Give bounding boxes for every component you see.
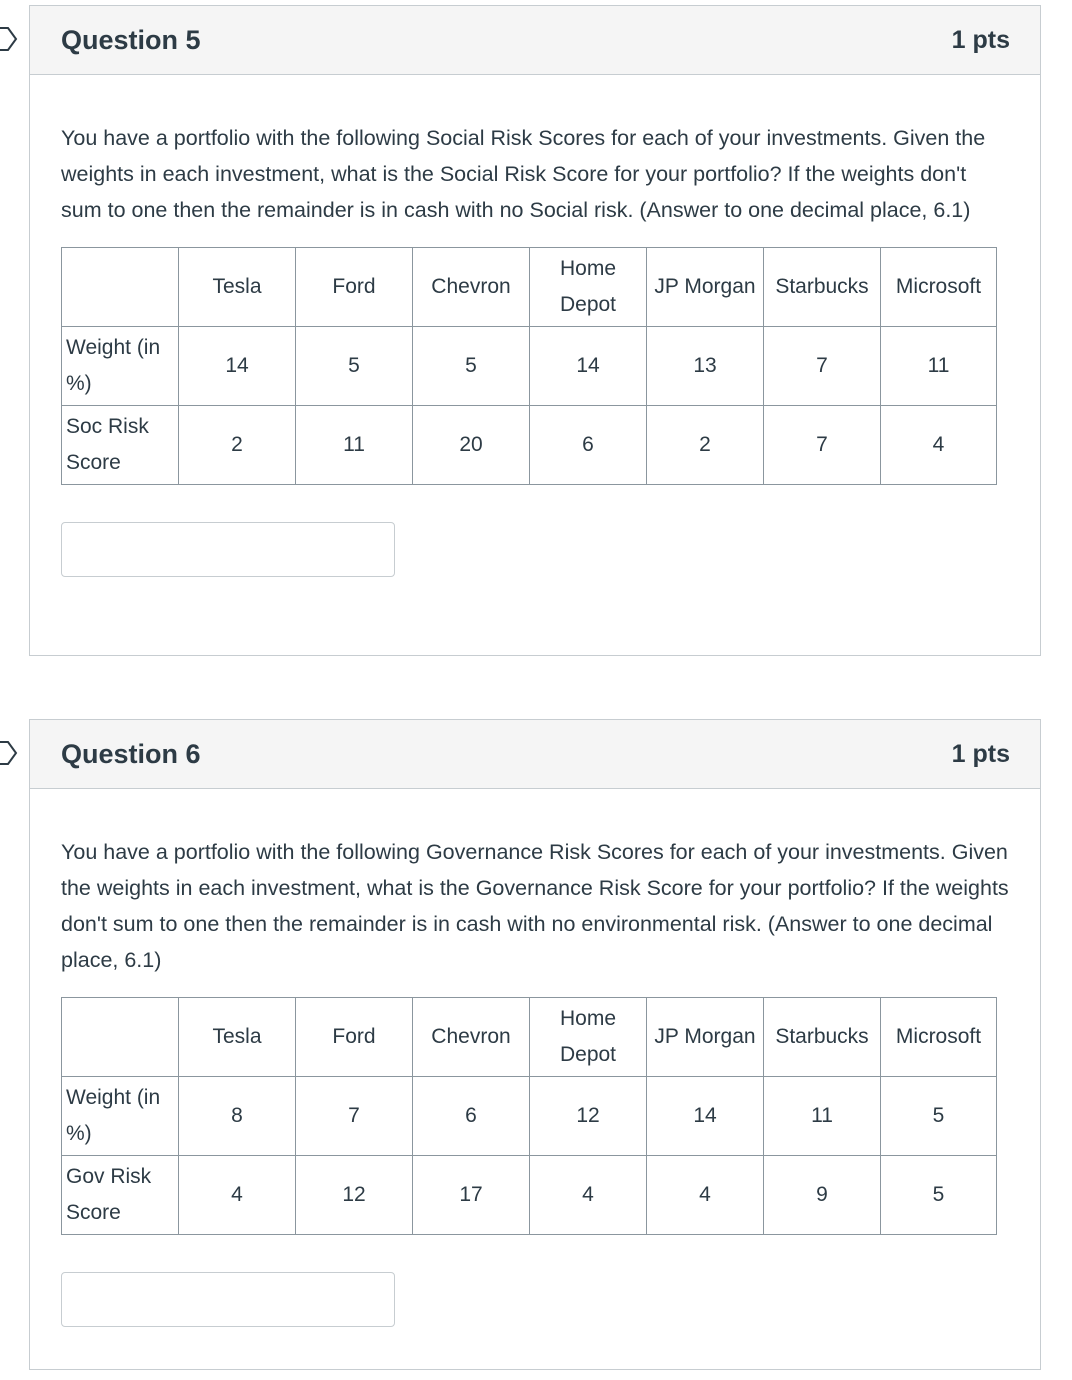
table-cell: 6 — [530, 406, 647, 485]
risk-table — [61, 247, 997, 485]
table-cell: 6 — [413, 1077, 530, 1156]
question-header — [30, 720, 1040, 789]
table-cell: 7 — [764, 406, 881, 485]
table-row — [62, 1156, 997, 1235]
table-header-cell: Ford — [296, 248, 413, 327]
table-cell: 4 — [881, 406, 997, 485]
table-cell: 2 — [647, 406, 764, 485]
question-points: 1 pts — [951, 25, 1010, 54]
row-label: Gov Risk Score — [62, 1156, 179, 1235]
table-header-cell: Microsoft — [881, 998, 997, 1077]
table-cell: 4 — [530, 1156, 647, 1235]
question-6 — [29, 719, 1041, 1370]
table-cell: 12 — [296, 1156, 413, 1235]
row-label: Weight (in %) — [62, 327, 179, 406]
question-text: You have a portfolio with the following Governance Risk Scores for each of your investments. Given the weights in each investment, what is the Governance Risk Score for your portfolio? If the weights don't sum to one then the remainder is in cash with no environmental risk. (Answer to one decimal place, 6.1) — [61, 840, 1009, 972]
table-row — [62, 406, 997, 485]
table-header-cell: Home Depot — [530, 248, 647, 327]
table-cell: 11 — [764, 1077, 881, 1156]
table-cell: 7 — [296, 1077, 413, 1156]
table-cell: 14 — [179, 327, 296, 406]
table-header-cell — [62, 998, 179, 1077]
table-cell: 14 — [530, 327, 647, 406]
table-header-cell: Ford — [296, 998, 413, 1077]
table-cell: 11 — [296, 406, 413, 485]
answer-input[interactable] — [61, 522, 395, 577]
table-header-cell: Microsoft — [881, 248, 997, 327]
table-row — [62, 327, 997, 406]
question-body — [30, 75, 1040, 577]
question-flag-arrow-icon[interactable] — [0, 26, 20, 52]
table-row — [62, 1077, 997, 1156]
table-header-row — [62, 998, 997, 1077]
table-cell: 17 — [413, 1156, 530, 1235]
risk-table — [61, 997, 997, 1235]
question-body — [30, 789, 1040, 1327]
table-header-cell — [62, 248, 179, 327]
question-title: Question 6 — [61, 738, 201, 769]
answer-input[interactable] — [61, 1272, 395, 1327]
question-header — [30, 6, 1040, 75]
table-cell: 12 — [530, 1077, 647, 1156]
row-label: Weight (in %) — [62, 1077, 179, 1156]
table-header-cell: JP Morgan — [647, 248, 764, 327]
table-header-cell: Home Depot — [530, 998, 647, 1077]
table-cell: 20 — [413, 406, 530, 485]
table-cell: 11 — [881, 327, 997, 406]
question-flag-arrow-icon[interactable] — [0, 740, 20, 766]
table-cell: 14 — [647, 1077, 764, 1156]
table-cell: 2 — [179, 406, 296, 485]
table-cell: 4 — [179, 1156, 296, 1235]
question-5 — [29, 5, 1041, 656]
table-cell: 7 — [764, 327, 881, 406]
table-header-cell: Tesla — [179, 998, 296, 1077]
table-cell: 5 — [881, 1156, 997, 1235]
table-header-cell: JP Morgan — [647, 998, 764, 1077]
table-cell: 4 — [647, 1156, 764, 1235]
question-points: 1 pts — [951, 739, 1010, 768]
row-label: Soc Risk Score — [62, 406, 179, 485]
table-header-cell: Chevron — [413, 998, 530, 1077]
table-cell: 9 — [764, 1156, 881, 1235]
table-cell: 5 — [296, 327, 413, 406]
table-header-cell: Starbucks — [764, 248, 881, 327]
table-cell: 5 — [881, 1077, 997, 1156]
table-cell: 8 — [179, 1077, 296, 1156]
table-header-cell: Tesla — [179, 248, 296, 327]
table-header-row — [62, 248, 997, 327]
question-title: Question 5 — [61, 24, 201, 55]
table-header-cell: Chevron — [413, 248, 530, 327]
question-text: You have a portfolio with the following Social Risk Scores for each of your investments. Given the weights in each investment, what is the Social Risk Score for your portfolio? If the weights don't sum to one then the remainder is in cash with no Social risk. (Answer to one decimal place, 6.1) — [61, 126, 986, 222]
table-header-cell: Starbucks — [764, 998, 881, 1077]
table-cell: 13 — [647, 327, 764, 406]
table-cell: 5 — [413, 327, 530, 406]
